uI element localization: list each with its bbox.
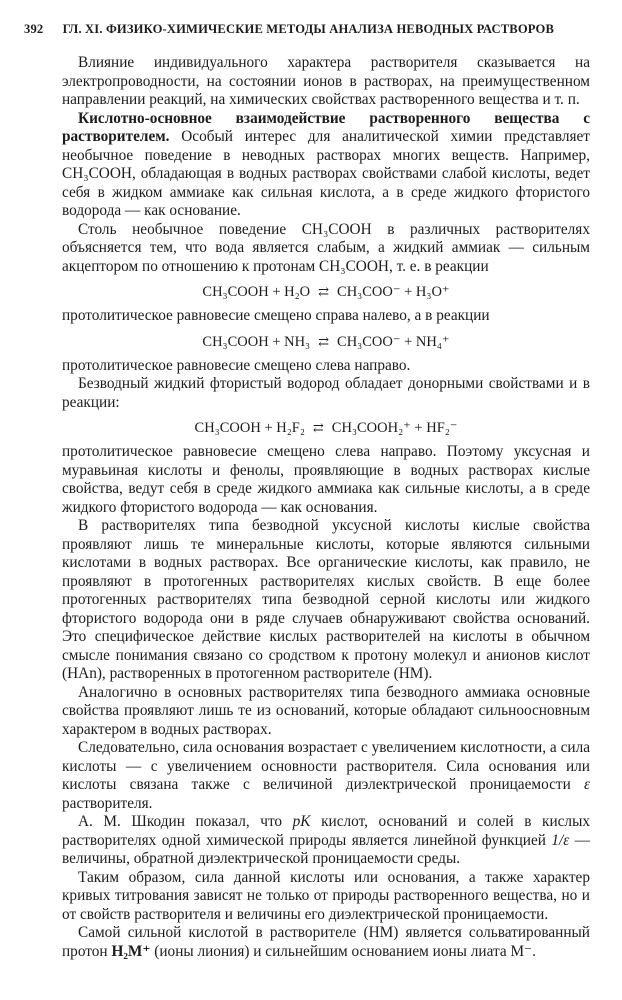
text-span: растворителя.	[62, 794, 153, 812]
paragraph-hydrogen-fluoride: Безводный жидкий фтористый водород обладает донорными свойствами и в реакции:	[62, 375, 590, 411]
formula-acetic-acid: CH₃COOH	[62, 165, 132, 182]
symbol-epsilon: ε	[583, 776, 590, 793]
paragraph-dielectric	[62, 739, 590, 813]
equation-hydrogen-fluoride	[62, 418, 590, 438]
equilibrium-arrow-icon: ⇄	[312, 420, 324, 435]
text-span: — величины, обратной диэлектрической проницаемости среды.	[62, 831, 591, 867]
equation-water	[62, 282, 590, 302]
main-text	[62, 54, 590, 961]
equation-ammonia	[62, 332, 590, 352]
text-span: Самой сильной кислотой в растворителе (HM) является сольватированный протон	[62, 924, 590, 960]
paragraph-acidic-solvents: В растворителях типа безводной уксусной кислоты кислые свойства проявляют лишь те минеральные кислоты, которые являются сильными кислотами в водных растворах. Все органические кислоты, как правило, не проявляют в протогенных растворителях кислых свойств. В еще более протогенных растворителях типа безводной серной кислоты или жидкого фтористого водорода они в ряде случаев обнаруживают свойства оснований. Это специфическое действие кислых растворителей на кислоты в обычном смысле понимания связано со сродством к протону молекул и анионов кислот (HAn), растворенных в протогенном растворителе (HM).	[62, 517, 590, 682]
equilibrium-arrow-icon: ⇄	[318, 333, 330, 349]
text-span: Столь необычное поведение	[78, 220, 302, 238]
formula-acetic-acid: CH₃COOH	[301, 220, 372, 238]
text-span: Следовательно, сила основания возрастает с увеличением кислотности, а сила кислоты — с увеличением основности растворителя. Сила основания или кислоты связана также с величиной диэлектрической проницаемости	[62, 739, 590, 793]
paragraph-equilibrium-3: протолитическое равновесие смещено слева направо. Поэтому уксусная и муравьиная кислоты и фенолы, проявляющие в водных растворах кислые свойства, ведут себя в среде жидкого аммиака как сильные кислоты, а в среде жидкого фтористого водорода — как основания.	[62, 443, 590, 516]
symbol-pk: pK	[292, 813, 311, 830]
paragraph-acid-base-interaction	[62, 110, 590, 221]
text-span: (ионы лиония) и сильнейшим основанием ионы лиата	[150, 942, 511, 960]
page-number: 392	[24, 22, 44, 36]
text-span: , т. е. в реакции	[388, 257, 489, 275]
running-title: ГЛ. XI. ФИЗИКО-ХИМИЧЕСКИЕ МЕТОДЫ АНАЛИЗА НЕВОДНЫХ РАСТВОРОВ	[62, 22, 555, 36]
text-span: , обладающая в водных растворах свойствами слабой кислоты, ведет себя в жидком аммиаке как сильная кислота, а в среде жидкого фтористого водорода — как основание.	[62, 165, 590, 219]
paragraph-lyonium	[62, 924, 590, 961]
text-span: в различных растворителях объясняется тем, что вода является слабым, а жидкий аммиак — сильным акцептором по отношению к протонам	[62, 220, 590, 275]
equation-left: CH₃COOH + NH₃	[202, 333, 311, 350]
equation-right: CH₃COO⁻ + NH₄⁺	[337, 333, 450, 350]
text-span: Особый интерес для аналитической химии представляет необычное поведение в неводных растворах многих веществ. Например,	[62, 128, 590, 164]
equilibrium-arrow-icon: ⇄	[318, 284, 330, 299]
equation-right: CH₃COOH₂⁺ + HF₂⁻	[331, 420, 458, 436]
section-run-in-heading: Кислотно-основное взаимодействие растворенного вещества с растворителем.	[62, 109, 590, 145]
paragraph-solvent-influence: Влияние индивидуального характера растворителя сказывается на электропроводности, на состоянии ионов в растворах, на преимущественном направлении реакций, на химических свойствах растворенного вещества и т. п.	[62, 54, 590, 108]
symbol-inverse-epsilon: 1/ε	[551, 831, 570, 849]
paragraph-equilibrium-2: протолитическое равновесие смещено слева направо.	[62, 356, 411, 374]
equation-left: CH₃COOH + H₂O	[202, 284, 311, 300]
running-header	[24, 22, 604, 37]
equation-right: CH₃COO⁻ + H₃O⁺	[337, 284, 450, 300]
equation-left: CH₃COOH + H₂F₂	[194, 420, 305, 436]
paragraph-basic-solvents: Аналогично в основных растворителях типа безводного аммиака основные свойства проявляют лишь те из оснований, которые обладают сильноосновным характером в водных растворах.	[62, 683, 590, 738]
formula-acetic-acid: CH₃COOH	[319, 257, 389, 275]
formula-lyate: M⁻	[510, 942, 533, 960]
text-span: .	[532, 942, 536, 960]
paragraph-equilibrium-1: протолитическое равновесие смещено справа налево, а в реакции	[62, 307, 490, 324]
paragraph-unusual-behavior	[62, 221, 590, 277]
paragraph-titration-curves: Таким образом, сила данной кислоты или основания, а также характер кривых титрования зависят не только от природы растворенного вещества, но и от свойств растворителя и величины его диэлектрической проницаемости.	[62, 868, 590, 923]
text-span: А. М. Шкодин показал, что	[78, 813, 293, 830]
formula-lyonium: H₂M⁺	[111, 942, 151, 960]
text-span: кислот, оснований и солей в кислых растворителях одной химической природы является линейной функцией	[62, 813, 590, 849]
paragraph-shkodin	[62, 813, 590, 869]
